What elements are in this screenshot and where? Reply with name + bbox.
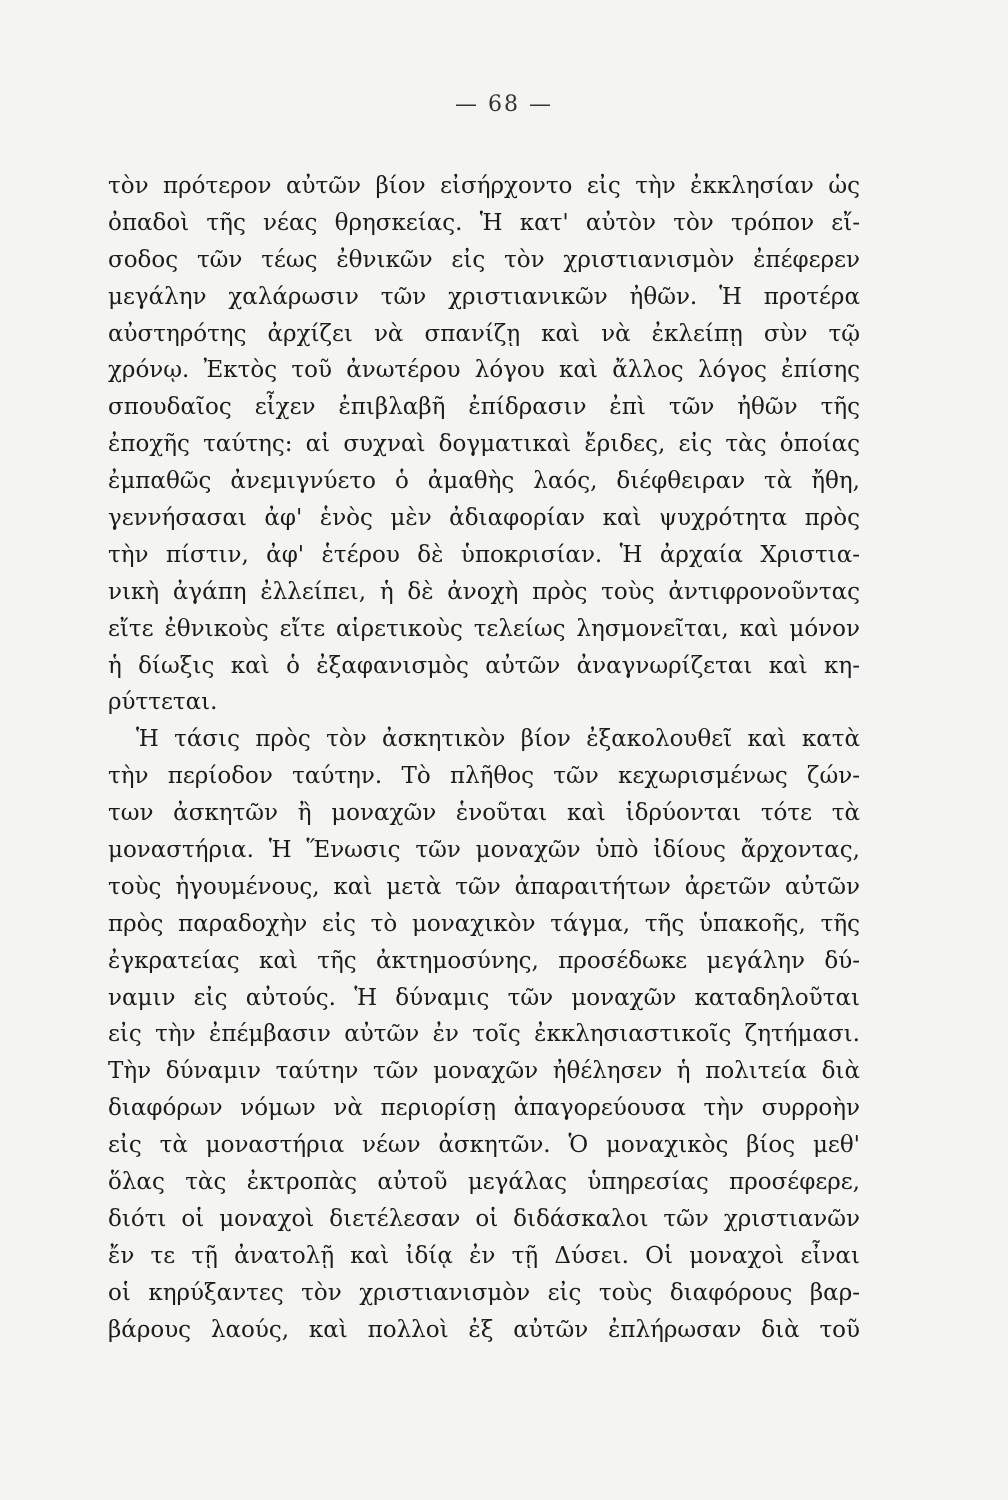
text-line: διότι οἱ μοναχοὶ διετέλεσαν οἱ διδάσκαλοι τῶν χριστιανῶν: [108, 1205, 860, 1232]
text-line: ἐμπαθῶς ἀνεμιγνύετο ὁ ἀμαθὴς λαός, διέφθειραν τὰ ἤθη,: [108, 468, 860, 495]
text-line: ναμιν εἰς αὐτούς. Ἡ δύναμις τῶν μοναχῶν καταδηλοῦται: [108, 984, 860, 1011]
text-line: νικὴ ἀγάπη ἐλλείπει, ἡ δὲ ἀνοχὴ πρὸς τοὺς ἀντιφρονοῦντας: [108, 578, 860, 605]
text-line: οἱ κηρύξαντες τὸν χριστιανισμὸν εἰς τοὺς διαφόρους βαρ-: [108, 1279, 860, 1306]
text-line: σπουδαῖος εἶχεν ἐπιβλαβῆ ἐπίδρασιν ἐπὶ τῶν ἠθῶν τῆς: [108, 394, 860, 421]
text-line: ὅλας τὰς ἐκτροπὰς αὐτοῦ μεγάλας ὑπηρεσίας προσέφερε,: [108, 1169, 860, 1196]
text-line: Τὴν δύναμιν ταύτην τῶν μοναχῶν ἠθέλησεν ἡ πολιτεία διὰ: [108, 1058, 860, 1085]
text-line: τὴν πίστιν, ἀφ' ἑτέρου δὲ ὑποκρισίαν. Ἡ ἀρχαία Χριστια-: [108, 541, 860, 568]
text-line: μεγάλην χαλάρωσιν τῶν χριστιανικῶν ἠθῶν. Ἡ προτέρα: [108, 283, 860, 310]
body-text: [108, 168, 860, 1349]
text-line: χρόνῳ. Ἐκτὸς τοῦ ἀνωτέρου λόγου καὶ ἄλλος λόγος ἐπίσης: [108, 357, 860, 384]
text-line: μοναστήρια. Ἡ Ἕνωσις τῶν μοναχῶν ὑπὸ ἰδίους ἄρχοντας,: [108, 837, 860, 864]
text-line: πρὸς παραδοχὴν εἰς τὸ μοναχικὸν τάγμα, τῆς ὑπακοῆς, τῆς: [108, 910, 860, 937]
text-line: ἐποχῆς ταύτης: αἱ συχναὶ δογματικαὶ ἔριδες, εἰς τὰς ὁποίας: [108, 431, 860, 458]
text-line: εἰς τὰ μοναστήρια νέων ἀσκητῶν. Ὁ μοναχικὸς βίος μεθ': [108, 1132, 860, 1159]
text-line: αὐστηρότης ἀρχίζει νὰ σπανίζῃ καὶ νὰ ἐκλείπῃ σὺν τῷ: [108, 320, 860, 347]
text-line: τὴν περίοδον ταύτην. Τὸ πλῆθος τῶν κεχωρισμένως ζών-: [108, 763, 860, 790]
text-line: εἴτε ἐθνικοὺς εἴτε αἱρετικοὺς τελείως λησμονεῖται, καὶ μόνον: [108, 615, 860, 642]
text-line: βάρους λαούς, καὶ πολλοὶ ἐξ αὐτῶν ἐπλήρωσαν διὰ τοῦ: [108, 1316, 860, 1343]
text-line: Ἡ τάσις πρὸς τὸν ἀσκητικὸν βίον ἐξακολουθεῖ καὶ κατὰ: [136, 726, 860, 753]
text-line: ὀπαδοὶ τῆς νέας θρησκείας. Ἡ κατ' αὐτὸν τὸν τρόπον εἴ-: [108, 209, 860, 236]
text-line: τοὺς ἡγουμένους, καὶ μετὰ τῶν ἀπαραιτήτων ἀρετῶν αὐτῶν: [108, 873, 860, 900]
text-line: γεννήσασαι ἀφ' ἑνὸς μὲν ἀδιαφορίαν καὶ ψυχρότητα πρὸς: [108, 505, 860, 532]
text-line: τὸν πρότερον αὐτῶν βίον εἰσήρχοντο εἰς τὴν ἐκκλησίαν ὡς: [108, 173, 860, 199]
text-line: σοδος τῶν τέως ἐθνικῶν εἰς τὸν χριστιανισμὸν ἐπέφερεν: [108, 246, 860, 273]
text-line: διαφόρων νόμων νὰ περιορίσῃ ἀπαγορεύουσα τὴν συρροὴν: [108, 1095, 860, 1122]
text-line: εἰς τὴν ἐπέμβασιν αὐτῶν ἐν τοῖς ἐκκλησιαστικοῖς ζητήμασι.: [108, 1021, 860, 1048]
page-number: — 68 —: [455, 92, 553, 117]
text-line: ἔν τε τῇ ἀνατολῇ καὶ ἰδίᾳ ἐν τῇ Δύσει. Οἱ μοναχοὶ εἶναι: [108, 1242, 860, 1269]
text-line: ρύττεται.: [108, 689, 218, 716]
text-line: ἡ δίωξις καὶ ὁ ἐξαφανισμὸς αὐτῶν ἀναγνωρίζεται καὶ κη-: [108, 652, 860, 679]
text-line: ἐγκρατείας καὶ τῆς ἀκτημοσύνης, προσέδωκε μεγάλην δύ-: [108, 947, 860, 974]
text-line: των ἀσκητῶν ἢ μοναχῶν ἑνοῦται καὶ ἱδρύονται τότε τὰ: [108, 800, 860, 827]
